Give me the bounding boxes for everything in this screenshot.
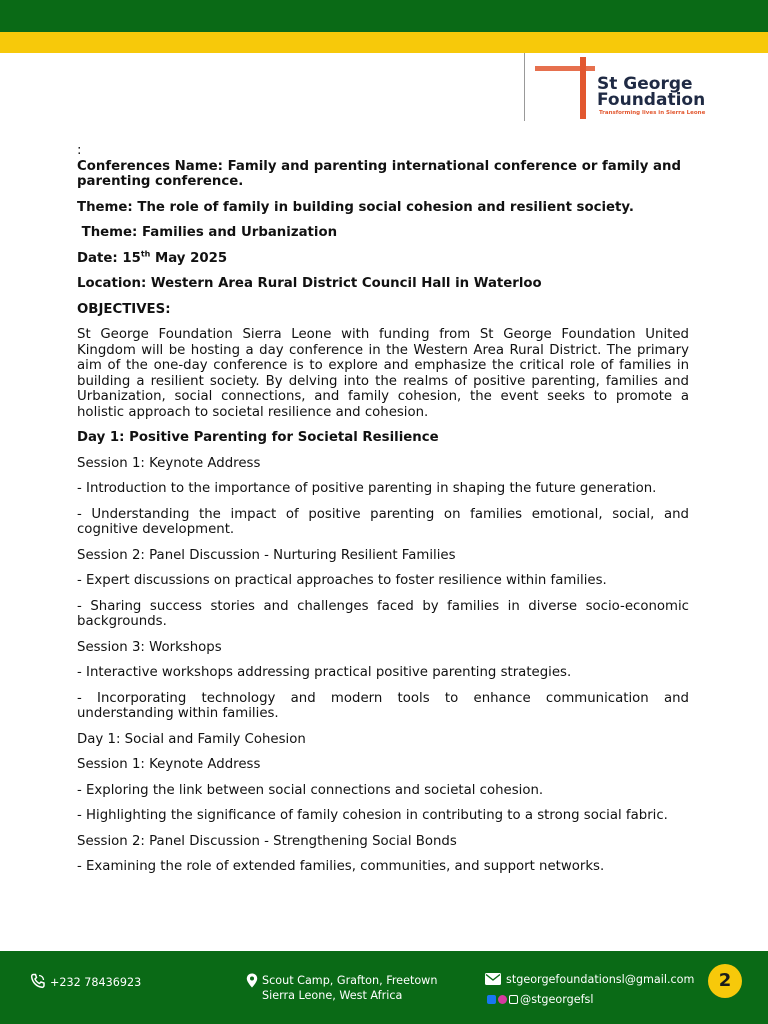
session-bullet: - Highlighting the significance of family cohesion in contributing to a strong social fabric. <box>77 808 668 823</box>
day1-heading: Day 1: Positive Parenting for Societal Resilience <box>77 430 439 445</box>
event-date <box>77 251 689 267</box>
footer-address <box>246 973 437 1003</box>
page-number-badge: 2 <box>708 964 742 998</box>
footer-phone <box>30 973 141 989</box>
facebook-icon[interactable] <box>487 995 496 1004</box>
date-ordinal: th <box>140 249 151 259</box>
date-prefix: Date: 15 <box>77 250 141 266</box>
header-yellow-band <box>0 32 768 53</box>
header-green-band <box>0 0 768 32</box>
x-social-icon[interactable] <box>509 995 518 1004</box>
leading-colon: : <box>77 143 82 158</box>
session-bullet: - Exploring the link between social connections and societal cohesion. <box>77 782 544 798</box>
envelope-icon <box>485 973 501 985</box>
session-bullet: - Examining the role of extended families, communities, and support networks. <box>77 859 605 874</box>
logo-text-line1: St George <box>597 74 693 94</box>
social-handle[interactable]: @stgeorgefsl <box>520 993 594 1006</box>
logo-cross-bar <box>535 66 595 71</box>
session-title: Session 1: Keynote Address <box>77 455 261 471</box>
day1-cohesion-heading: Day 1: Social and Family Cohesion <box>77 731 306 747</box>
instagram-icon[interactable] <box>498 995 507 1004</box>
phone-icon <box>30 973 46 989</box>
address-line-1: Scout Camp, Grafton, Freetown <box>262 974 438 987</box>
session-bullet: - Interactive workshops addressing practical positive parenting strategies. <box>77 665 572 680</box>
logo-text-line2: Foundation <box>597 90 706 110</box>
conference-name: Conferences Name: Family and parenting international conference or family and parenting conference. <box>77 158 681 189</box>
session-title: Session 2: Panel Discussion - Strengthening Social Bonds <box>77 833 457 849</box>
theme-primary: Theme: The role of family in building social cohesion and resilient society. <box>77 199 634 215</box>
session-title: Session 2: Panel Discussion - Nurturing Resilient Families <box>77 547 456 563</box>
address-line-2: Sierra Leone, West Africa <box>262 989 403 1002</box>
event-location: Location: Western Area Rural District Council Hall in Waterloo <box>77 276 542 291</box>
document-body <box>77 143 689 885</box>
footer-email[interactable] <box>485 973 694 986</box>
session-bullet: - Introduction to the importance of positive parenting in shaping the future generation. <box>77 481 657 496</box>
session-bullet: - Sharing success stories and challenges faced by families in diverse socio-economic backgrounds. <box>77 598 689 629</box>
location-pin-icon <box>246 973 258 988</box>
foundation-logo <box>524 53 768 121</box>
date-suffix: May 2025 <box>150 250 228 266</box>
theme-secondary: Theme: Families and Urbanization <box>77 225 338 240</box>
session-title: Session 3: Workshops <box>77 639 222 655</box>
phone-number: +232 78436923 <box>50 976 142 989</box>
objectives-text: St George Foundation Sierra Leone with funding from St George Foundation United Kingdom will be hosting a day conference in the Western Area Rural District. The primary aim of the one-day conference is to explore and emphasize the critical role of families in building a resilient society. By delving into the realms of positive parenting, families and Urbanization, social connections, and family cohesion, the event seeks to promote a holistic approach to societal resilience and cohesion. <box>77 327 689 420</box>
logo-tagline: Transforming lives in Sierra Leone <box>599 110 706 116</box>
footer-social[interactable] <box>487 993 594 1006</box>
session-bullet: - Incorporating technology and modern tools to enhance communication and understanding within families. <box>77 690 689 721</box>
email-address[interactable]: stgeorgefoundationsl@gmail.com <box>506 973 695 986</box>
session-bullet: - Expert discussions on practical approaches to foster resilience within families. <box>77 573 607 588</box>
footer <box>0 951 768 1024</box>
session-title: Session 1: Keynote Address <box>77 757 261 772</box>
objectives-heading: OBJECTIVES: <box>77 301 171 317</box>
session-bullet: - Understanding the impact of positive parenting on families emotional, social, and cognitive development. <box>77 506 689 537</box>
